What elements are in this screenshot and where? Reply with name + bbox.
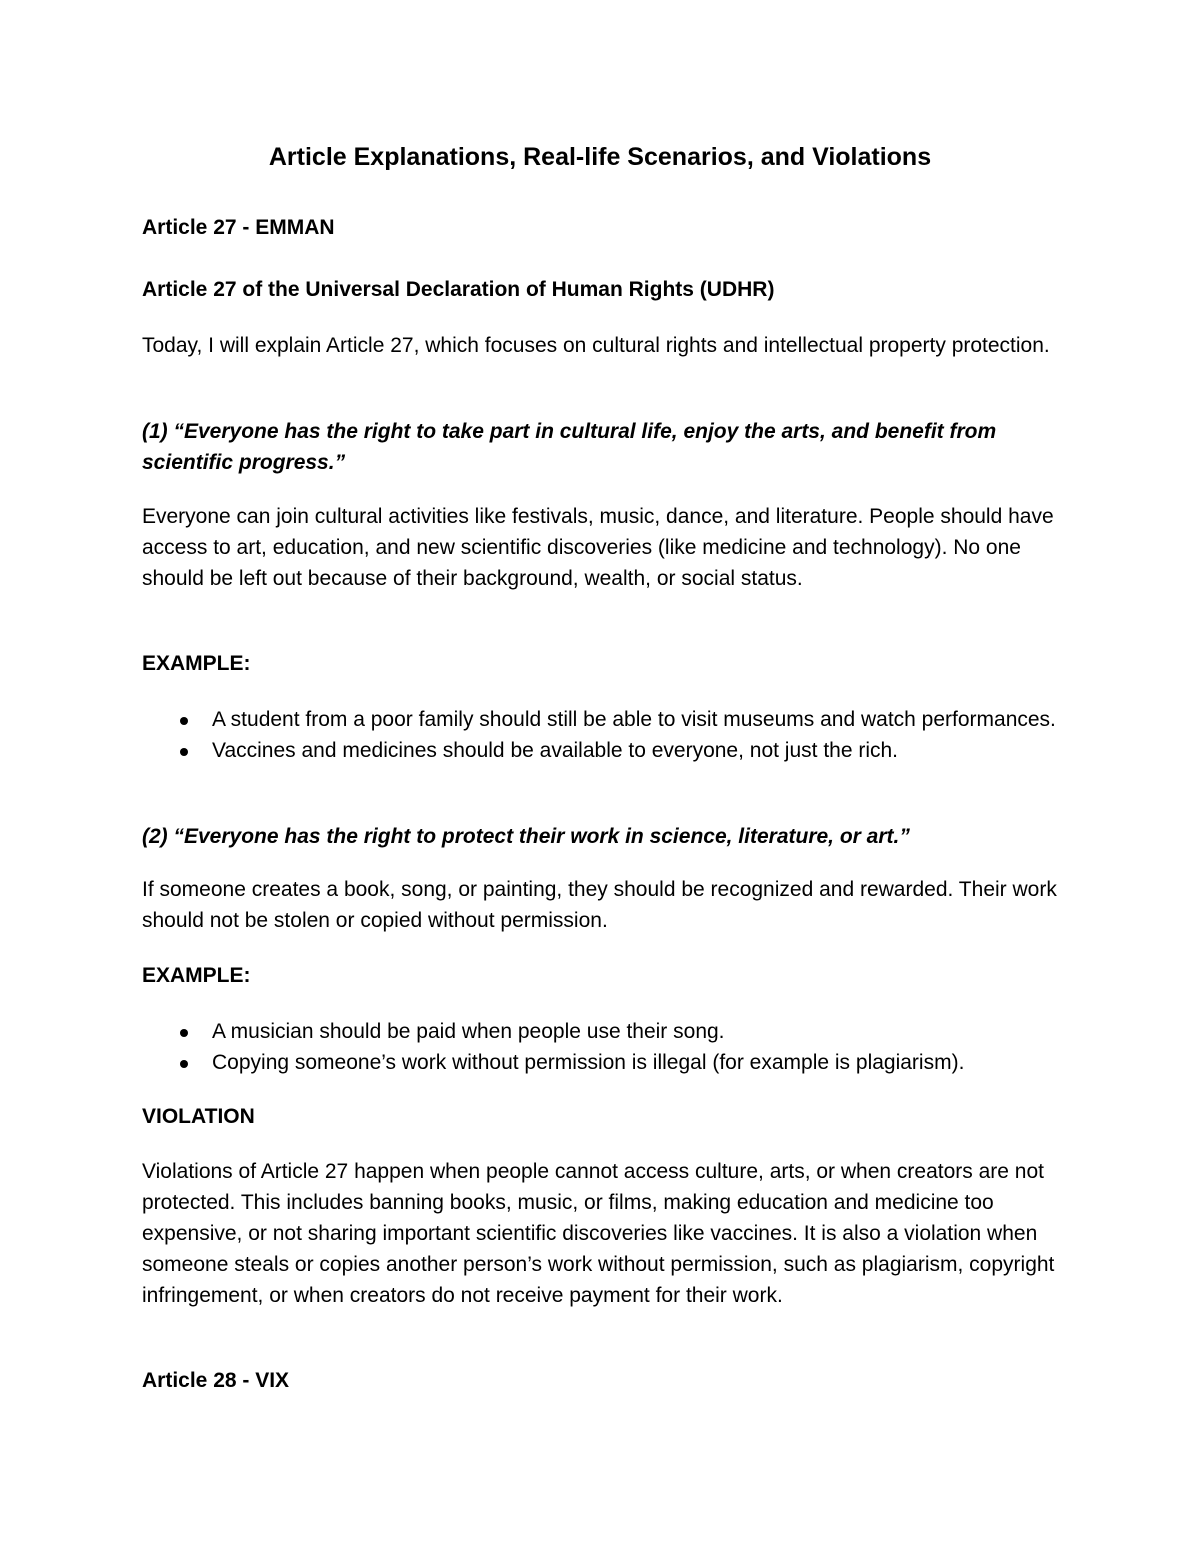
list-item-text: A student from a poor family should still be able to visit museums and watch performances. bbox=[212, 708, 1056, 731]
example-2-label: EXAMPLE: bbox=[142, 964, 251, 987]
bullet-icon bbox=[180, 748, 188, 756]
point-2-quote: (2) “Everyone has the right to protect their work in science, literature, or art.” bbox=[142, 825, 910, 848]
violation-label: VIOLATION bbox=[142, 1105, 255, 1128]
list-item-text: Copying someone’s work without permission is illegal (for example is plagiarism). bbox=[212, 1051, 965, 1074]
point-1-explanation: Everyone can join cultural activities like festivals, music, dance, and literature. People should have access to art, education, and new scientific discoveries (like medicine and technology). No one should be left out because of their background, wealth, or social status. bbox=[142, 505, 1054, 590]
document-title: Article Explanations, Real-life Scenarios, and Violations bbox=[268, 143, 932, 171]
list-item bbox=[142, 704, 1062, 735]
example-1-label: EXAMPLE: bbox=[142, 652, 251, 675]
point-1-quote: (1) “Everyone has the right to take part in cultural life, enjoy the arts, and benefit from scientific progress.” bbox=[142, 420, 997, 474]
bullet-icon bbox=[180, 1029, 188, 1037]
list-item bbox=[142, 1047, 1062, 1078]
point-2-explanation: If someone creates a book, song, or painting, they should be recognized and rewarded. Their work should not be stolen or copied without permission. bbox=[142, 878, 1057, 932]
example-1-list bbox=[142, 704, 1062, 766]
example-2-list bbox=[142, 1016, 1062, 1078]
list-item bbox=[142, 735, 1062, 766]
article-28-heading: Article 28 - VIX bbox=[142, 1369, 290, 1392]
violation-explanation: Violations of Article 27 happen when people cannot access culture, arts, or when creators are not protected. This includes banning books, music, or films, making education and medicine too expensive, or not sharing important scientific discoveries like vaccines. It is also a violation when someone steals or copies another person’s work without permission, such as plagiarism, copyright infringement, or when creators do not receive payment for their work. bbox=[142, 1160, 1055, 1307]
bullet-icon bbox=[180, 1060, 188, 1068]
list-item-text: Vaccines and medicines should be available to everyone, not just the rich. bbox=[212, 739, 899, 762]
article-27-heading: Article 27 - EMMAN bbox=[142, 216, 335, 239]
list-item-text: A musician should be paid when people use their song. bbox=[212, 1020, 725, 1043]
list-item bbox=[142, 1016, 1062, 1047]
bullet-icon bbox=[180, 717, 188, 725]
article-27-intro: Today, I will explain Article 27, which focuses on cultural rights and intellectual property protection. bbox=[142, 334, 1050, 357]
article-27-subheading: Article 27 of the Universal Declaration of Human Rights (UDHR) bbox=[142, 278, 775, 301]
